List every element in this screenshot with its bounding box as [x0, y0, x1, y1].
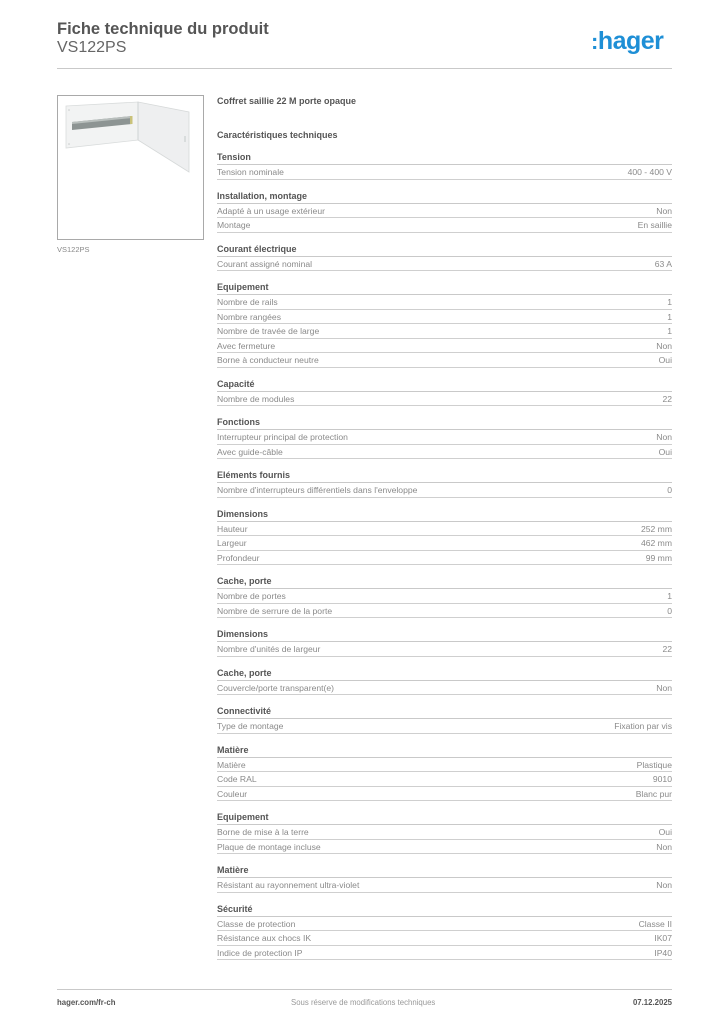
spec-value: 22	[662, 644, 672, 654]
spec-value: En saillie	[637, 220, 672, 230]
spec-label: Nombre de serrure de la porte	[217, 605, 333, 616]
spec-row	[217, 430, 672, 445]
spec-label: Nombre de portes	[217, 591, 286, 601]
spec-section	[217, 864, 672, 893]
spec-row	[217, 931, 672, 946]
spec-label: Plaque de montage incluse	[217, 841, 321, 852]
spec-section	[217, 628, 672, 657]
spec-value: IP40	[654, 947, 672, 958]
spec-section	[217, 151, 672, 180]
spec-value: Non	[656, 432, 672, 442]
logo-colon: :	[591, 29, 598, 54]
spec-row	[217, 946, 672, 961]
section-title: Connectivité	[217, 705, 672, 719]
section-title: Matière	[217, 864, 672, 878]
spec-value: Non	[656, 340, 672, 351]
spec-label: Résistance aux chocs IK	[217, 933, 312, 943]
spec-row	[217, 825, 672, 840]
spec-label: Nombre de rails	[217, 297, 278, 307]
footer-disclaimer: Sous réserve de modifications techniques	[291, 998, 436, 1007]
spec-row	[217, 840, 672, 855]
spec-section	[217, 903, 672, 961]
spec-value: 63 A	[654, 258, 672, 269]
section-title: Matière	[217, 744, 672, 758]
spec-row	[217, 604, 672, 619]
spec-value: Oui	[658, 446, 672, 457]
spec-sheet	[217, 94, 672, 970]
spec-value: Plastique	[636, 759, 672, 770]
spec-value: 1	[667, 326, 672, 336]
header-divider	[57, 68, 672, 69]
spec-row	[217, 257, 672, 272]
spec-value: Blanc pur	[635, 788, 672, 799]
section-title: Capacité	[217, 378, 672, 392]
spec-value: 9010	[652, 774, 672, 784]
spec-value: Oui	[658, 827, 672, 837]
spec-label: Adapté à un usage extérieur	[217, 205, 325, 216]
enclosure-illustration	[58, 96, 203, 239]
spec-label: Borne à conducteur neutre	[217, 355, 319, 365]
spec-label: Résistant au rayonnement ultra-violet	[217, 880, 360, 890]
spec-row	[217, 758, 672, 773]
spec-label: Nombre rangées	[217, 311, 282, 322]
spec-value: 1	[667, 591, 672, 601]
spec-label: Montage	[217, 220, 251, 230]
logo-text: hager	[597, 27, 664, 55]
spec-section	[217, 744, 672, 802]
spec-row	[217, 445, 672, 460]
spec-label: Nombre d'unités de largeur	[217, 644, 321, 654]
spec-label: Couleur	[217, 788, 248, 799]
section-title: Tension	[217, 151, 672, 165]
spec-row	[217, 339, 672, 354]
spec-section	[217, 705, 672, 734]
spec-value: 99 mm	[645, 552, 672, 563]
spec-row	[217, 353, 672, 368]
section-title: Cache, porte	[217, 575, 672, 589]
spec-row	[217, 917, 672, 932]
spec-row	[217, 681, 672, 696]
spec-label: Profondeur	[217, 552, 260, 563]
spec-label: Hauteur	[217, 523, 248, 534]
spec-section	[217, 190, 672, 233]
footer-date: 07.12.2025	[632, 998, 672, 1007]
product-image-caption: VS122PS	[57, 245, 90, 254]
spec-row	[217, 392, 672, 407]
spec-label: Avec fermeture	[217, 340, 276, 351]
hager-logo	[591, 26, 663, 57]
spec-section	[217, 243, 672, 272]
spec-row	[217, 536, 672, 551]
spec-value: Non	[656, 880, 672, 890]
spec-label: Code RAL	[217, 774, 257, 784]
spec-value: Fixation par vis	[614, 721, 672, 731]
spec-row	[217, 204, 672, 219]
spec-value: Non	[656, 205, 672, 216]
product-name: Coffret saillie 22 M porte opaque	[217, 96, 357, 106]
spec-value: 400 - 400 V	[627, 167, 672, 177]
spec-label: Nombre de travée de large	[217, 326, 320, 336]
spec-row	[217, 522, 672, 537]
spec-value: 0	[667, 605, 672, 616]
specs-heading: Caractéristiques techniques	[217, 130, 338, 140]
spec-label: Nombre de modules	[217, 393, 295, 404]
spec-value: 1	[667, 297, 672, 307]
section-title: Equipement	[217, 281, 672, 295]
spec-row	[217, 642, 672, 657]
spec-value: IK07	[654, 933, 672, 943]
footer-divider	[57, 989, 672, 990]
spec-row	[217, 310, 672, 325]
spec-value: 462 mm	[640, 538, 672, 548]
spec-section	[217, 378, 672, 407]
spec-section	[217, 416, 672, 459]
section-title: Courant électrique	[217, 243, 672, 257]
spec-row	[217, 165, 672, 180]
section-title: Dimensions	[217, 628, 672, 642]
spec-value: 22	[662, 393, 672, 404]
spec-sections	[217, 151, 672, 960]
spec-label: Interrupteur principal de protection	[217, 432, 348, 442]
spec-section	[217, 281, 672, 368]
spec-section	[217, 469, 672, 498]
section-title: Eléments fournis	[217, 469, 672, 483]
spec-label: Nombre d'interrupteurs différentiels dans l'enveloppe	[217, 485, 418, 495]
product-code: VS122PS	[57, 39, 127, 56]
product-image	[57, 95, 204, 240]
spec-value: Oui	[658, 355, 672, 365]
spec-label: Type de montage	[217, 721, 284, 731]
spec-row	[217, 324, 672, 339]
spec-label: Largeur	[217, 538, 247, 548]
section-title: Equipement	[217, 811, 672, 825]
spec-row	[217, 551, 672, 566]
spec-value: 252 mm	[640, 523, 672, 534]
spec-value: 1	[667, 311, 672, 322]
spec-value: Non	[656, 682, 672, 693]
spec-row	[217, 719, 672, 734]
spec-label: Matière	[217, 759, 246, 770]
spec-section	[217, 811, 672, 854]
spec-value: Non	[656, 841, 672, 852]
section-title: Installation, montage	[217, 190, 672, 204]
spec-row	[217, 878, 672, 893]
spec-row	[217, 772, 672, 787]
section-title: Sécurité	[217, 903, 672, 917]
section-title: Cache, porte	[217, 667, 672, 681]
spec-section	[217, 575, 672, 618]
spec-label: Borne de mise à la terre	[217, 827, 309, 837]
footer-website[interactable]: hager.com/fr-ch	[57, 998, 116, 1007]
spec-label: Courant assigné nominal	[217, 258, 313, 269]
spec-label: Avec guide-câble	[217, 446, 283, 457]
spec-value: Classe II	[638, 918, 672, 929]
spec-row	[217, 218, 672, 233]
spec-label: Classe de protection	[217, 918, 296, 929]
section-title: Dimensions	[217, 508, 672, 522]
spec-row	[217, 589, 672, 604]
spec-row	[217, 483, 672, 498]
document-title: Fiche technique du produit	[57, 20, 269, 38]
spec-label: Couvercle/porte transparent(e)	[217, 682, 335, 693]
spec-label: Indice de protection IP	[217, 947, 303, 958]
spec-section	[217, 508, 672, 566]
spec-section	[217, 667, 672, 696]
section-title: Fonctions	[217, 416, 672, 430]
spec-value: 0	[667, 485, 672, 495]
page-header	[57, 20, 269, 57]
spec-label: Tension nominale	[217, 167, 284, 177]
spec-row	[217, 295, 672, 310]
spec-row	[217, 787, 672, 802]
